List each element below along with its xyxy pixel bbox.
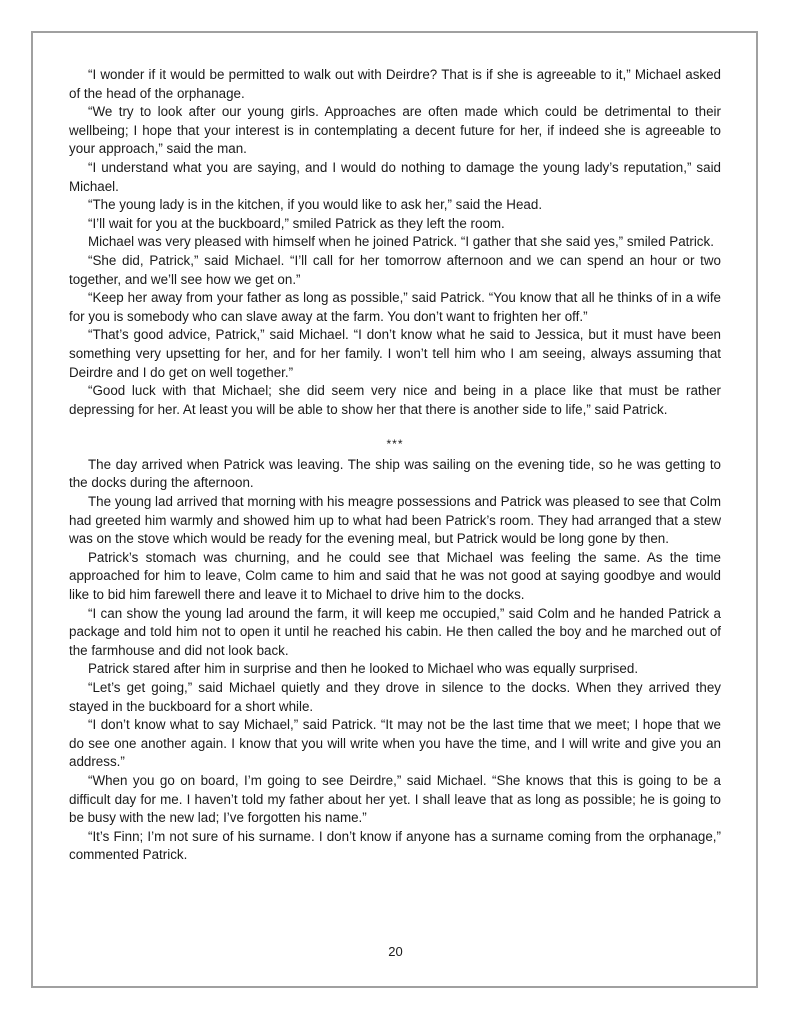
paragraph: “The young lady is in the kitchen, if you would like to ask her,” said the Head.: [88, 197, 543, 213]
paragraph: “Good luck with that Michael; she did seem very nice and being in a place like that must be rather depressing for her. At least you will be able to show her that there is another side to life,” said Patrick.: [69, 383, 721, 417]
paragraph: “I understand what you are saying, and I would do nothing to damage the young lady’s reputation,” said Michael.: [69, 159, 721, 194]
paragraph: “When you go on board, I’m going to see Deirdre,” said Michael. “She knows that this is going to be a difficult day for me. I haven’t told my father about her yet. I shall leave that as long as possible; he is going to be busy with the new lad; I’ve forgotten his name.”: [69, 772, 721, 826]
paragraph: “We try to look after our young girls. Approaches are often made which could be detrimental to their wellbeing; I hope that your interest is in contemplating a decent future for her, if indeed she is agreeable to your approach,” said the man.: [69, 104, 721, 157]
paragraph: The young lad arrived that morning with his meagre possessions and Patrick was pleased to see that Colm had greeted him warmly and showed him up to what had been Patrick’s room. They had arranged that a stew was on the stove which would be ready for the evening meal, but Patrick would be long gone by then.: [69, 494, 721, 547]
paragraph: “I can show the young lad around the farm, it will keep me occupied,” said Colm and he handed Patrick a package and told him not to open it until he reached his cabin. He then called the boy and he marched out of the farmhouse and did not look back.: [69, 605, 721, 658]
paragraph: The day arrived when Patrick was leaving. The ship was sailing on the evening tide, so he was getting to the docks during the afternoon.: [69, 456, 721, 491]
paragraph: “It’s Finn; I’m not sure of his surname. I don’t know if anyone has a surname coming from the orphanage,” commented Patrick.: [69, 828, 721, 863]
paragraph: “I wonder if it would be permitted to walk out with Deirdre? That is if she is agreeable to it,” Michael asked of the head of the orphanage.: [69, 67, 721, 101]
paragraph: “She did, Patrick,” said Michael. “I’ll call for her tomorrow afternoon and we can spend an hour or two together, and we’ll see how we get on.”: [69, 252, 721, 287]
paragraph: “I’ll wait for you at the buckboard,” smiled Patrick as they left the room.: [88, 215, 505, 231]
paragraph: “I don’t know what to say Michael,” said Patrick. “It may not be the last time that we meet; I hope that we do see one another again. I know that you will write when you have the time, and I will write and give you an address.”: [69, 717, 721, 770]
paragraph: “That’s good advice, Patrick,” said Michael. “I don’t know what he said to Jessica, but it must have been something very upsetting for her, and for her family. I won’t tell him who I am seeing, always assuming that Deirdre and I do get on well together.”: [69, 327, 721, 380]
page-number: 20: [388, 944, 403, 959]
document-body: [69, 66, 721, 865]
paragraph: Michael was very pleased with himself when he joined Patrick. “I gather that she said yes,” smiled Patrick.: [88, 234, 714, 250]
paragraph: Patrick stared after him in surprise and then he looked to Michael who was equally surprised.: [88, 661, 639, 677]
scene-break: ***: [386, 437, 404, 452]
paragraph: “Let’s get going,” said Michael quietly and they drove in silence to the docks. When they arrived they stayed in the buckboard for a short while.: [69, 680, 721, 714]
paragraph: “Keep her away from your father as long as possible,” said Patrick. “You know that all he thinks of in a wife for you is somebody who can slave away at the farm. You don’t want to frighten her off.”: [69, 290, 721, 324]
paragraph: Patrick’s stomach was churning, and he could see that Michael was feeling the same. As the time approached for him to leave, Colm came to him and said that he was not good at saying goodbye and would like to bid him farewell there and leave it to Michael to drive him to the docks.: [69, 549, 721, 603]
